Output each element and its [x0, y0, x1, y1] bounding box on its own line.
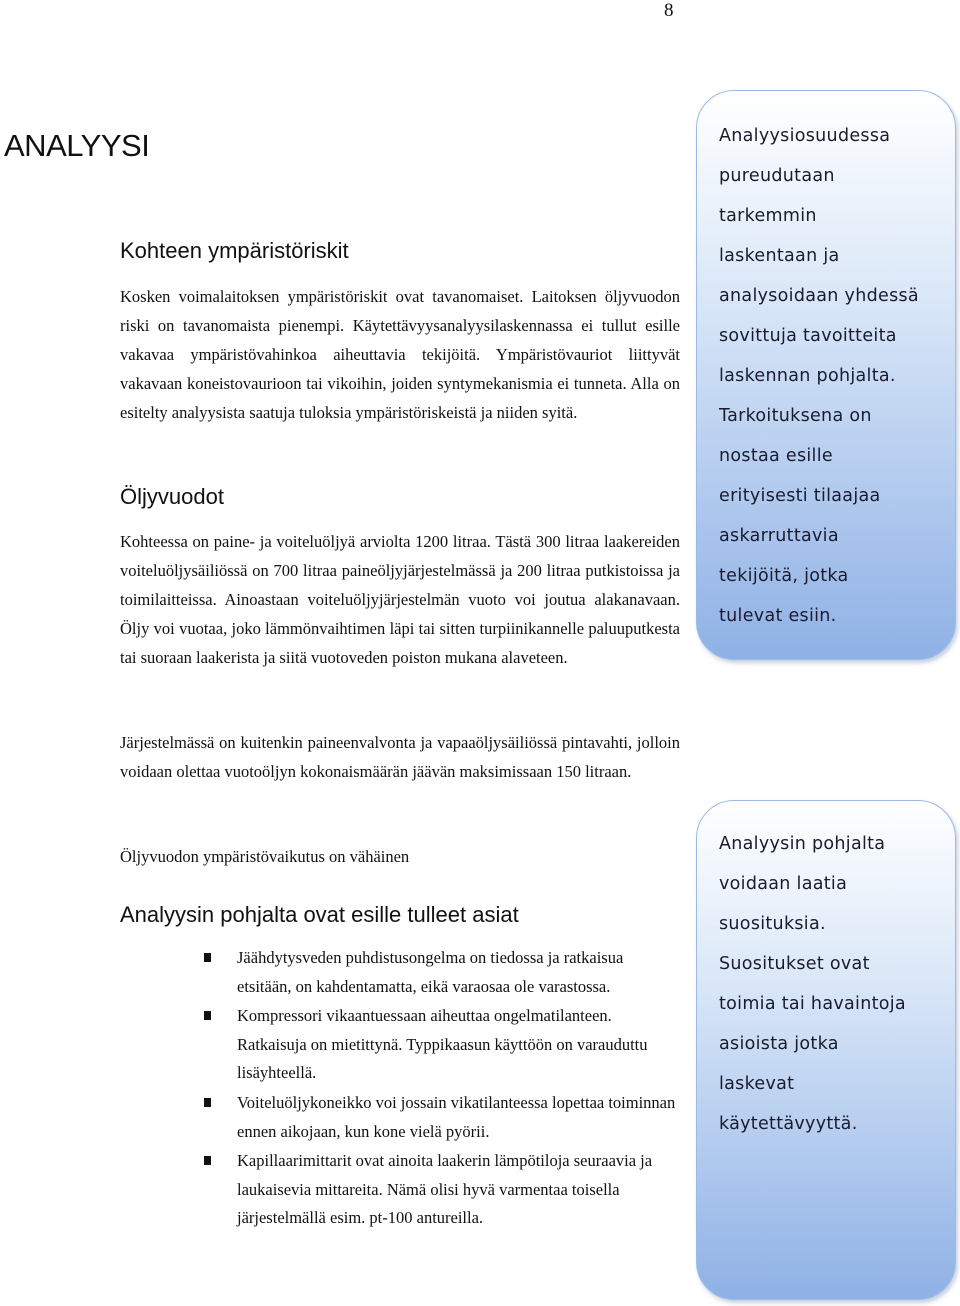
callout-line: Analyysin pohjalta	[719, 834, 886, 854]
callout-line: nostaa esille	[719, 446, 833, 466]
section-heading-findings: Analyysin pohjalta ovat esille tulleet asiat	[120, 902, 519, 927]
callout-line: Suositukset ovat	[719, 954, 870, 974]
environmental-risks-paragraph: Kosken voimalaitoksen ympäristöriskit ovat tavanomaiset. Laitoksen öljyvuodon riski on tavanomaista pienempi. Käytettävyysanalyysilaskennassa ei tullut esille vakavaa ympäristövahinkoa aiheuttavia tekijöitä. Ympäristövauriot liittyvät vakavaan koneistovaurioon tai vikoihin, joiden syntymekanismia ei tunneta. Alla on esitelty analyysista saatuja tuloksia ympäristöriskeistä ja niiden syitä.	[120, 287, 680, 422]
list-item-text: Voiteluöljykoneikko voi jossain vikatilanteessa lopettaa toiminnan ennen aikojaan, kun kone vielä pyörii.	[237, 1092, 676, 1141]
findings-list	[200, 944, 680, 1233]
section-heading-environmental-risks: Kohteen ympäristöriskit	[120, 238, 349, 263]
callout-line: laskentaan ja	[719, 246, 840, 266]
callout-line: toimia tai havaintoja	[719, 994, 906, 1014]
list-item-text: Kapillaarimittarit ovat ainoita laakerin lämpötiloja seuraavia ja laukaisevia mittareita. Nämä olisi hyvä varmentaa toisella järjestelmällä esim. pt-100 antureilla.	[237, 1151, 653, 1228]
list-item	[200, 1089, 680, 1146]
callout-line: sovittuja tavoitteita	[719, 326, 897, 346]
list-item-text: Jäähdytysveden puhdistusongelma on tiedossa ja ratkaisua etsitään, on kahdentamatta, eikä varaosaa ole varastossa.	[237, 948, 624, 996]
oil-leaks-paragraph-2: Järjestelmässä on kuitenkin paineenvalvonta ja vapaaöljysäiliössä pintavahti, jolloin voidaan olettaa vuotoöljyn kokonaismäärän jäävän maksimissaan 150 litraan.	[120, 733, 680, 781]
callout-line: laskevat	[719, 1074, 795, 1094]
callout-line: askarruttavia	[719, 526, 839, 546]
square-bullet-icon	[204, 1156, 211, 1165]
analysis-callout-box	[696, 90, 956, 660]
callout-line: voidaan laatia	[719, 874, 848, 894]
callout-line: asioista jotka	[719, 1034, 839, 1054]
callout-line: tulevat esiin.	[719, 606, 837, 626]
callout-line: Tarkoituksena on	[719, 406, 872, 426]
callout-line: suosituksia.	[719, 914, 826, 934]
list-item	[200, 1002, 680, 1088]
list-item	[200, 944, 680, 1001]
callout-line: tekijöitä, jotka	[719, 566, 849, 586]
callout-line: erityisesti tilaajaa	[719, 486, 881, 506]
callout-line: käytettävyyttä.	[719, 1114, 858, 1134]
callout-line: analysoidaan yhdessä	[719, 286, 919, 306]
square-bullet-icon	[204, 953, 211, 962]
page-number: 8	[664, 0, 674, 21]
list-item-text: Kompressori vikaantuessaan aiheuttaa ongelmatilanteen. Ratkaisuja on mietittynä. Typpikaasun käyttöön on varauduttu lisäyhteellä.	[237, 1006, 648, 1083]
section-heading-oil-leaks: Öljyvuodot	[120, 484, 224, 509]
callout-line: pureudutaan	[719, 166, 835, 186]
recommendations-callout-box	[696, 800, 956, 1300]
callout-line: laskennan pohjalta.	[719, 366, 896, 386]
callout-line: Analyysiosuudessa	[719, 126, 891, 146]
oil-leaks-paragraph-1: Kohteessa on paine- ja voiteluöljyä arviolta 1200 litraa. Tästä 300 litraa laakereiden voiteluöljysäiliössä on 700 litraa paineöljyjärjestelmässä ja 200 litraa putkistoissa ja toimilaitteissa. Ainoastaan voiteluöljyjärjestelmän vuoto voi joutua alakanavaan. Öljy voi vuotaa, joko lämmönvaihtimen läpi tai sitten turpiinikannelle paluuputkesta tai suoraan laakerista ja siitä vuotoveden poiston mukana alaveteen.	[120, 532, 680, 667]
callout-line: tarkemmin	[719, 206, 817, 226]
oil-leaks-paragraph-3: Öljyvuodon ympäristövaikutus on vähäinen	[120, 847, 410, 866]
square-bullet-icon	[204, 1098, 211, 1107]
list-item	[200, 1147, 680, 1233]
page-title: ANALYYSI	[4, 128, 150, 163]
square-bullet-icon	[204, 1011, 211, 1020]
